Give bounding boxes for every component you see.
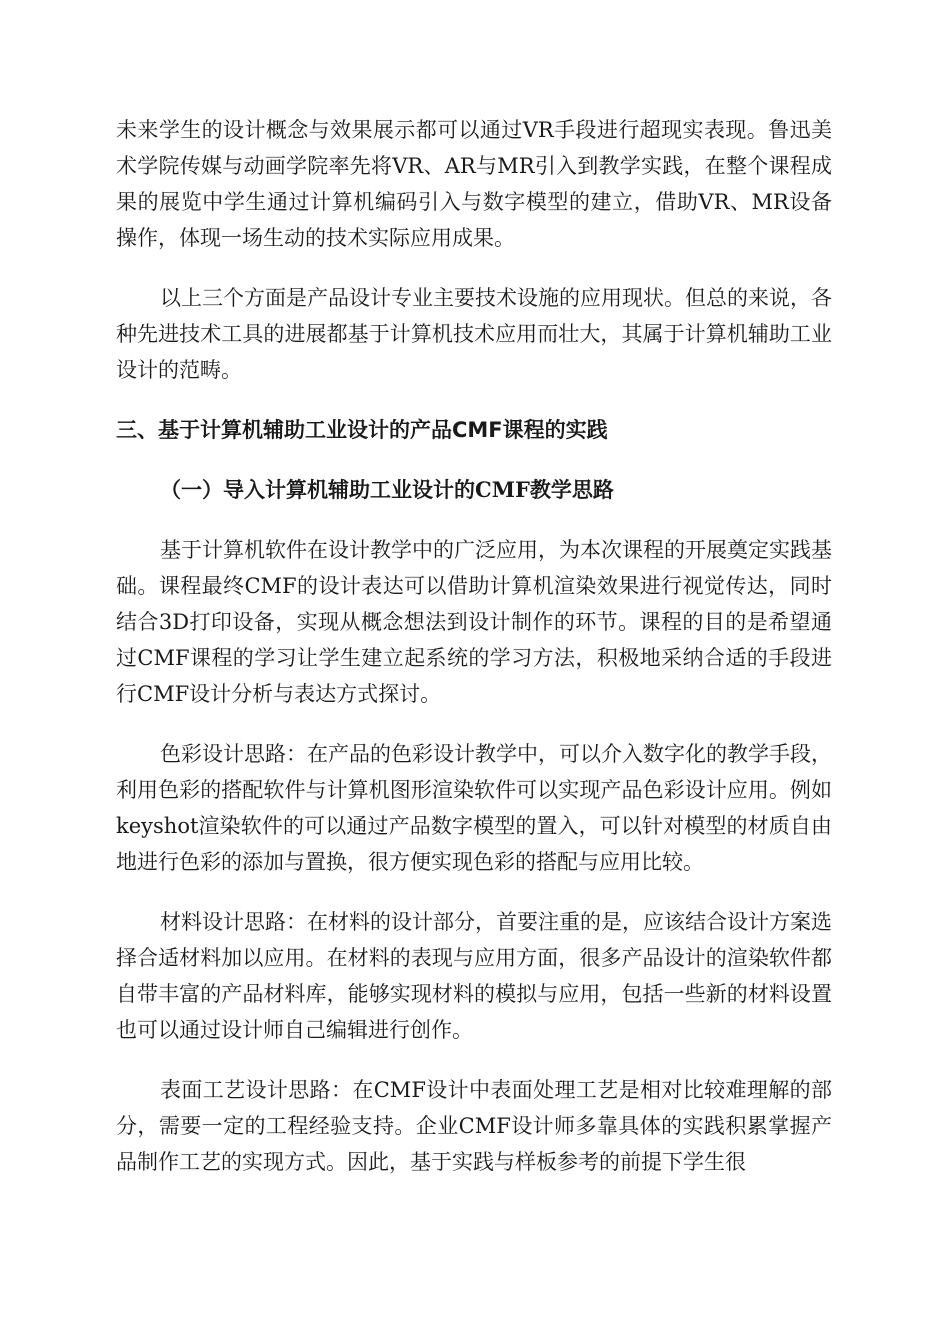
paragraph-summary: 以上三个方面是产品设计专业主要技术设施的应用现状。但总的来说，各种先进技术工具的进展都基于计算机技术应用而壮大，其属于计算机辅助工业设计的范畴。: [116, 286, 832, 382]
paragraph-finish-design: 表面工艺设计思路：在CMF设计中表面处理工艺是相对比较难理解的部分，需要一定的工程经验支持。企业CMF设计师多靠具体的实践积累掌握产品制作工艺的实现方式。因此，基于实践与样板参考的前提下学生很: [116, 1078, 832, 1174]
paragraph-material-design: 材料设计思路：在材料的设计部分，首要注重的是，应该结合设计方案选择合适材料加以应用。在材料的表现与应用方面，很多产品设计的渲染软件都自带丰富的产品材料库，能够实现材料的模拟与应用，包括一些新的材料设置也可以通过设计师自己编辑进行创作。: [116, 910, 832, 1042]
paragraph-color-design: 色彩设计思路：在产品的色彩设计教学中，可以介入数字化的教学手段，利用色彩的搭配软件与计算机图形渲染软件可以实现产品色彩设计应用。例如keyshot渲染软件的可以通过产品数字模型的置入，可以针对模型的材质自由地进行色彩的添加与置换，很方便实现色彩的搭配与应用比较。: [116, 742, 832, 874]
subsection-heading: （一）导入计算机辅助工业设计的CMF教学思路: [160, 477, 614, 502]
paragraph-vr-practice: 未来学生的设计概念与效果展示都可以通过VR手段进行超现实表现。鲁迅美术学院传媒与动画学院率先将VR、AR与MR引入到教学实践，在整个课程成果的展览中学生通过计算机编码引入与数字模型的建立，借助VR、MR设备操作，体现一场生动的技术实际应用成果。: [116, 118, 832, 250]
paragraph-course-basis: 基于计算机软件在设计教学中的广泛应用，为本次课程的开展奠定实践基础。课程最终CMF的设计表达可以借助计算机渲染效果进行视觉传达，同时结合3D打印设备，实现从概念想法到设计制作的环节。课程的目的是希望通过CMF课程的学习让学生建立起系统的学习方法，积极地采纳合适的手段进行CMF设计分析与表达方式探讨。: [116, 538, 832, 706]
section-heading: 三、基于计算机辅助工业设计的产品CMF课程的实践: [116, 418, 608, 442]
document-page: [116, 112, 832, 1204]
